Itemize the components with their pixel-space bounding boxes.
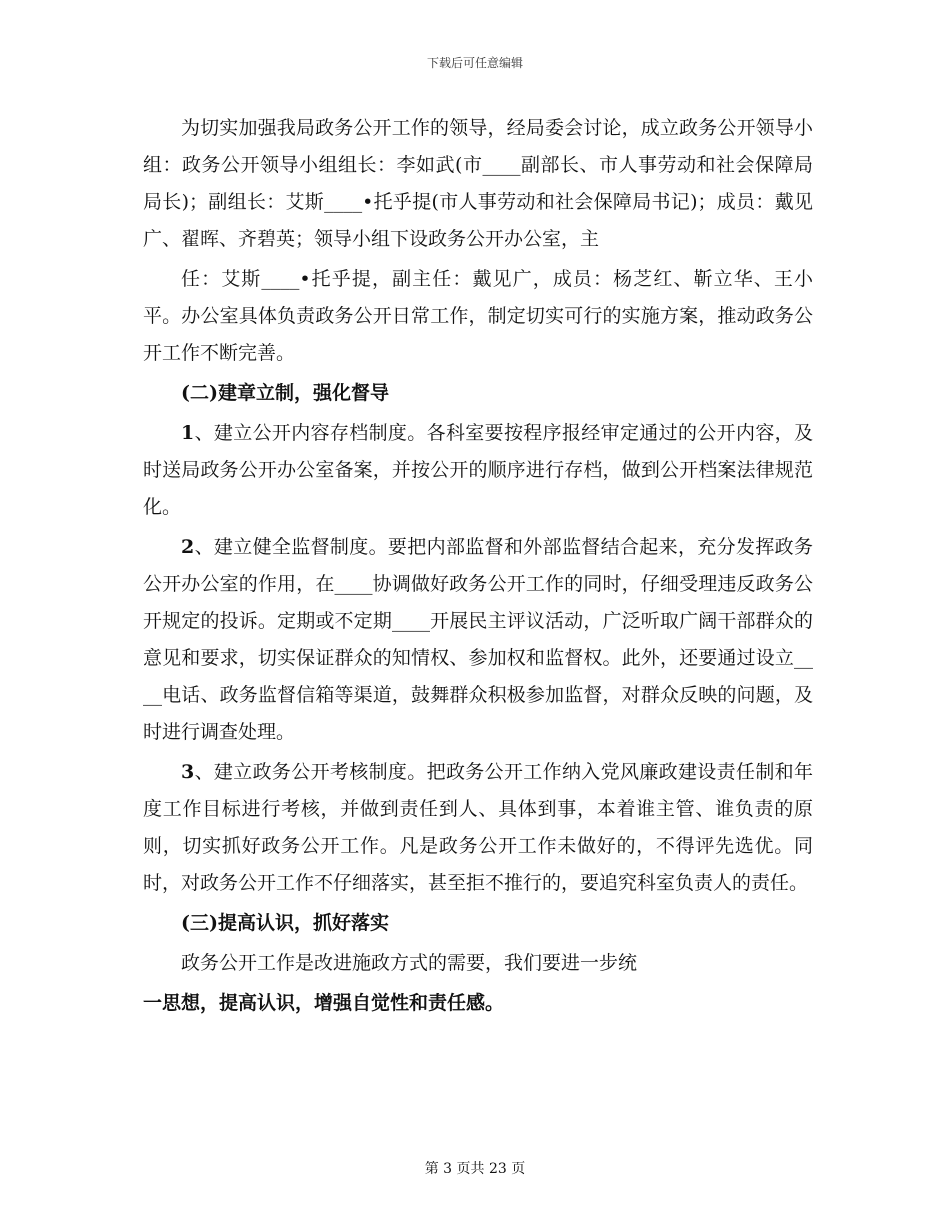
page-header: 下载后可任意编辑	[426, 56, 523, 70]
item-text: 、建立政务公开考核制度。把政务公开工作纳入党风廉政建设责任制和年度工作目标进行考核，并做到责任到人、具体到事，本着谁主管、谁负责的原则，切实抓好政务公开工作。凡是政务公开工作未做好的，不得评先选优。同时，对政务公开工作不仔细落实，甚至拒不推行的，要追究科室负责人的责任。	[143, 761, 813, 894]
paragraph-item-2	[143, 529, 813, 751]
item-text: 、建立公开内容存档制度。各科室要按程序报经审定通过的公开内容，及时送局政务公开办公室备案，并按公开的顺序进行存档，做到公开档案法律规范化。	[143, 422, 813, 518]
paragraph-office-director: 任：艾斯____•托乎提，副主任：戴见广，成员：杨芝红、靳立华、王小平。办公室具体负责政务公开日常工作，制定切实可行的实施方案，推动政务公开工作不断完善。	[143, 268, 813, 364]
section-heading-2: (二)建章立制，强化督导	[181, 382, 389, 404]
paragraph-raise-awareness: 一思想，提高认识，增强自觉性和责任感。	[143, 992, 505, 1014]
paragraph-item-1	[143, 415, 813, 526]
section-heading-3: (三)提高认识，抓好落实	[181, 912, 389, 934]
paragraph-unify-thinking: 政务公开工作是改进施政方式的需要，我们要进一步统	[181, 952, 638, 974]
page-footer: 第 3 页共 23 页	[424, 1161, 526, 1177]
paragraph-item-3	[143, 754, 813, 902]
paragraph-leadership-group: 为切实加强我局政务公开工作的领导，经局委会讨论，成立政务公开领导小组：政务公开领导小组组长：李如武(市____副部长、市人事劳动和社会保障局局长)；副组长：艾斯____•托乎提(市人事劳动和社会保障局书记)；成员：戴见广、翟晖、齐碧英；领导小组下设政务公开办公室，主	[143, 117, 813, 250]
document-body	[143, 110, 813, 1025]
item-number: 3	[181, 761, 195, 783]
item-text: 、建立健全监督制度。要把内部监督和外部监督结合起来，充分发挥政务公开办公室的作用，在____协调做好政务公开工作的同时，仔细受理违反政务公开规定的投诉。定期或不定期____开展民主评议活动，广泛听取广阔干部群众的意见和要求，切实保证群众的知情权、参加权和监督权。此外，还要通过设立____电话、政务监督信箱等渠道，鼓舞群众积极参加监督，对群众反映的问题，及时进行调查处理。	[143, 536, 813, 743]
item-number: 1	[181, 422, 195, 444]
item-number: 2	[181, 536, 195, 558]
